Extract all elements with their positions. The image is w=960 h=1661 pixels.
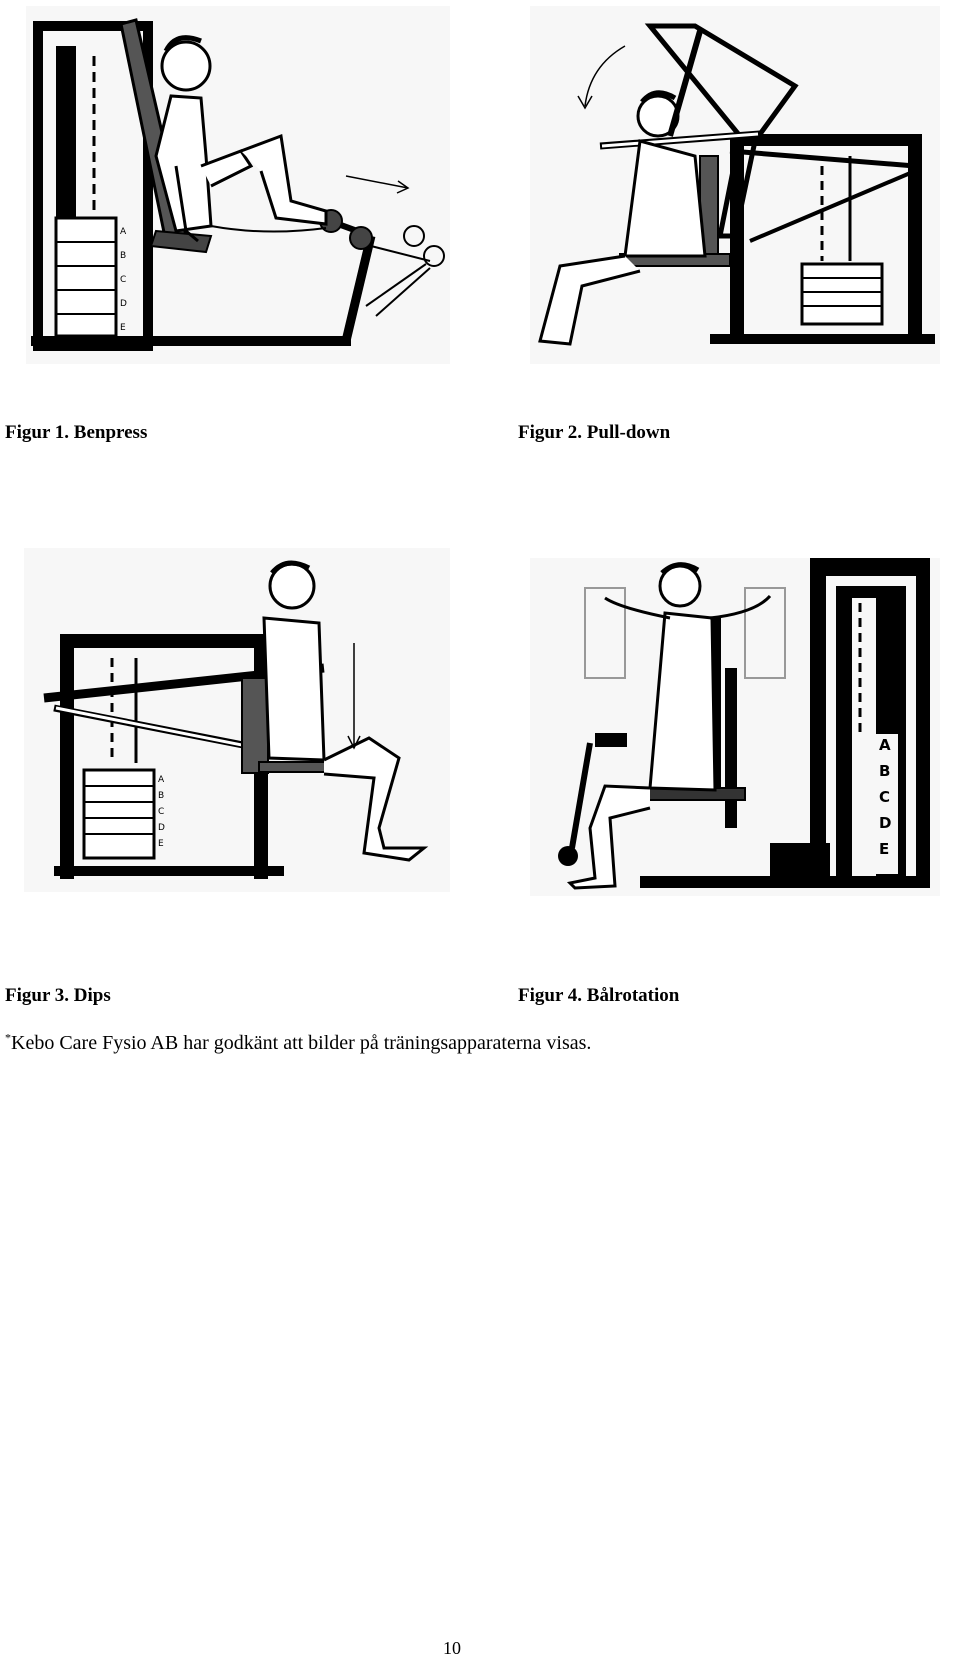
figure-dips-illustration — [24, 548, 450, 892]
page-number: 10 — [443, 1638, 461, 1658]
weight-label: C — [120, 275, 127, 285]
weight-label: C — [158, 807, 165, 817]
weight-label: D — [158, 823, 165, 833]
figure-balrotation-illustration — [530, 558, 940, 896]
weight-label: A — [158, 775, 165, 785]
weight-label: E — [158, 839, 164, 849]
weight-label: E — [879, 840, 890, 858]
footnote-marker: * — [5, 1030, 11, 1045]
weight-label: E — [120, 323, 126, 333]
weight-label: C — [879, 788, 891, 806]
figure-pull-down-illustration — [530, 6, 940, 364]
weight-label: D — [120, 299, 127, 309]
figure-caption: Figur 1. Benpress — [5, 422, 148, 443]
weight-label: B — [158, 791, 165, 801]
figure-caption: Figur 3. Dips — [5, 985, 111, 1006]
weight-label: B — [120, 251, 127, 261]
figure-caption: Figur 4. Bålrotation — [518, 985, 680, 1006]
footnote-text: Kebo Care Fysio AB har godkänt att bilder på träningsapparaterna visas. — [11, 1032, 592, 1054]
weight-label: A — [879, 736, 891, 754]
weight-label: B — [879, 762, 891, 780]
figure-caption: Figur 2. Pull-down — [518, 422, 671, 443]
weight-label: A — [120, 227, 127, 237]
figure-benpress-illustration — [26, 6, 450, 364]
footnote — [5, 1032, 591, 1055]
weight-label: D — [879, 814, 892, 832]
